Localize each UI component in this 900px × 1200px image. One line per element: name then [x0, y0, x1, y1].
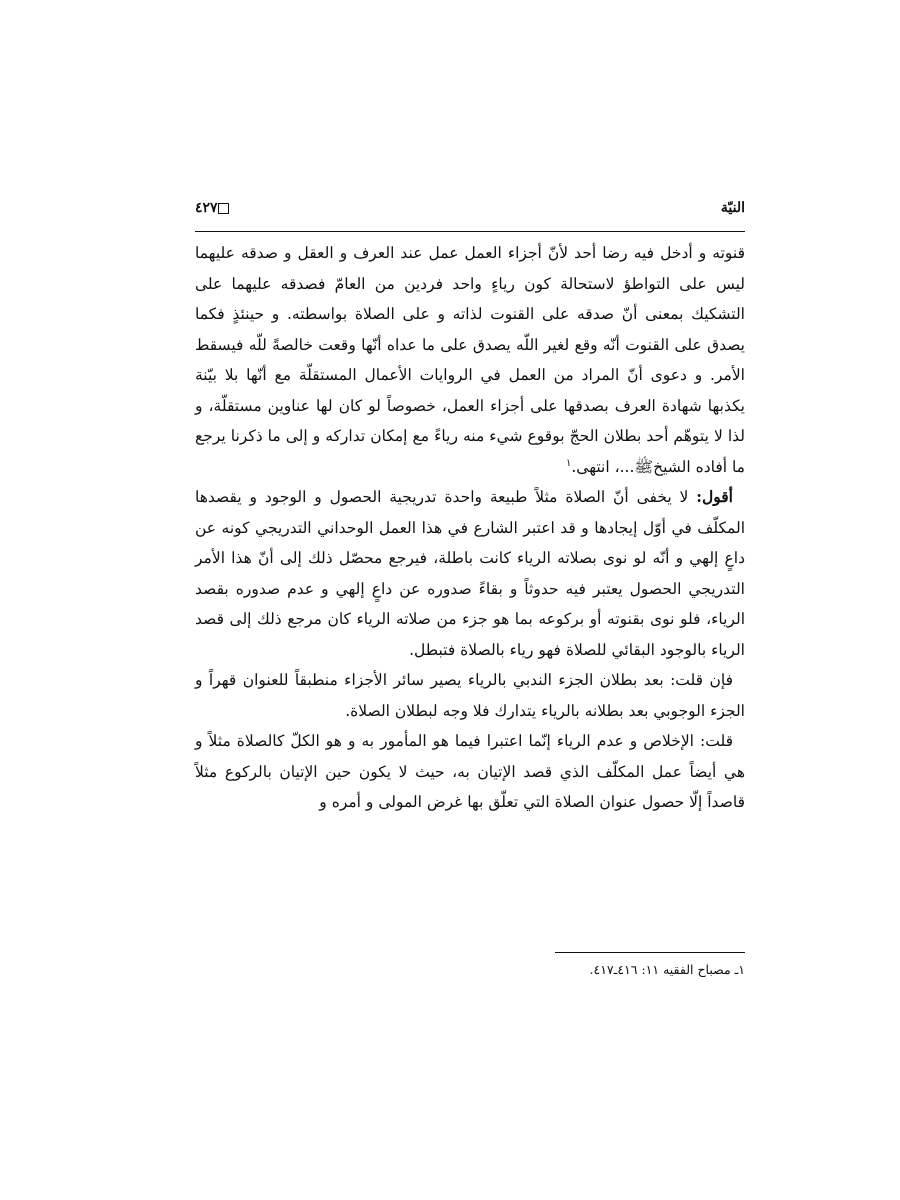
book-page [195, 194, 745, 1094]
footnote: ١ـ مصباح الفقيه ١١: ٤١٦ـ٤١٧. [589, 962, 745, 977]
header-rule [195, 231, 745, 232]
paragraph-3 [195, 665, 745, 726]
paragraph-1-tail: ...، انتهى. [571, 457, 635, 476]
paragraph-4-text: قلت: الإخلاص و عدم الرياء إنّما اعتبرا فيما هو المأمور به و هو الكلّ كالصلاة مثلاً و هي أيضاً عمل المكلّف الذي قصد الإتيان به، حيث لا يكون حين الإتيان بالركوع مثلاً قاصداً إلّا حصول عنوان الصلاة التي تعلّق بها غرض المولى و أمره و [195, 732, 745, 811]
footnote-reference[interactable]: ١ [566, 457, 572, 469]
square-ornament-icon [218, 203, 229, 214]
main-text [195, 238, 745, 818]
paragraph-2-text: لا يخفى أنّ الصلاة مثلاً طبيعة واحدة تدريجية الحصول و الوجود و يقصدها المكلّف في أوّل إيجادها و قد اعتبر الشارع في هذا العمل الوحداني التدريجي كونه عن داعٍ إلهي و أنّه لو نوى بصلاته الرياء كانت باطلة، فيرجع محصّل ذلك إلى أنّ هذا الأمر التدريجي الحصول يعتبر فيه حدوثاً و بقاءً صدوره عن داعٍ إلهي و عدم صدوره بقصد الرياء، فلو نوى بقنوته أو بركوعه بما هو جزء من صلاته الرياء كان مرجع ذلك إلى قصد الرياء بالوجود البقائي للصلاة فهو رياء بالصلاة فتبطل. [195, 488, 745, 659]
honorific-ligature: ﷺ [634, 457, 654, 476]
page-number-text: ٤٢٧ [195, 200, 218, 216]
chapter-title: النيّة [720, 200, 745, 216]
paragraph-2-lead: أقول: [696, 487, 733, 506]
paragraph-1 [195, 238, 745, 482]
paragraph-2 [195, 482, 745, 665]
paragraph-1-text: قنوته و أدخل فيه رضا أحد لأنّ أجزاء العمل عمل عند العرف و العقل و صدقه عليهما ليس على التواطؤ لاستحالة كون رياءٍ واحد فردين من العامّ فصدقه عليهما على التشكيك بمعنى أنّ صدقه على القنوت لذاته و على الصلاة بواسطته. و حينئذٍ فكما يصدق على القنوت أنّه وقع لغير اللّه يصدق على ما عداه أنّها وقعت خالصةً للّه فيسقط الأمر. و دعوى أنّ المراد من العمل في الروايات الأعمال المستقلّة مع أنّها بلا بيّنة يكذبها شهادة العرف بصدقها على أجزاء العمل، خصوصاً لو كان لها عناوين مستقلّة، و لذا لا يتوهّم أحد بطلان الحجّ بوقوع شيء منه رياءً مع إمكان تداركه و إلى ما ذكرنا يرجع ما أفاده الشيخ [195, 244, 745, 476]
paragraph-3-text: فإن قلت: بعد بطلان الجزء الندبي بالرياء يصير سائر الأجزاء منطبقاً للعنوان قهراً و الجزء الوجوبي بعد بطلانه بالرياء يتدارك فلا وجه لبطلان الصلاة. [195, 671, 745, 720]
paragraph-4 [195, 726, 745, 818]
running-header [195, 194, 745, 224]
page-number [195, 200, 234, 216]
footnote-rule [555, 952, 745, 953]
